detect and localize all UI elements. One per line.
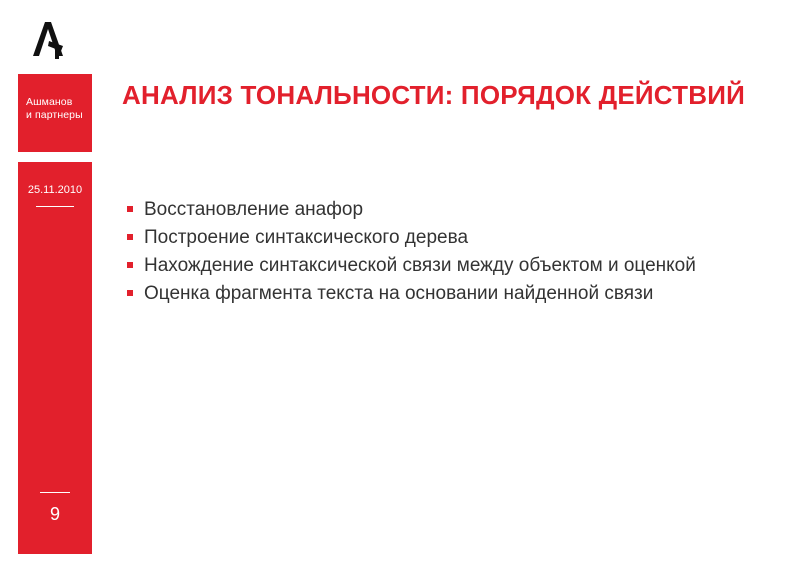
brand-name-line-2: и партнеры bbox=[26, 109, 83, 121]
bullet-text: Построение синтаксического дерева bbox=[144, 227, 469, 248]
page-number: 9 bbox=[49, 504, 60, 524]
slide-title: АНАЛИЗ ТОНАЛЬНОСТИ: ПОРЯДОК ДЕЙСТВИЙ bbox=[122, 80, 745, 110]
bullet-text: Восстановление анафор bbox=[144, 199, 364, 220]
brand-name-line-1: Ашманов bbox=[26, 96, 73, 108]
brand-name bbox=[26, 96, 83, 122]
bullet-item-1 bbox=[124, 198, 744, 221]
brand-box bbox=[18, 74, 92, 152]
bullet-item-3 bbox=[124, 254, 744, 277]
square-bullet-icon bbox=[127, 262, 133, 268]
bullet-list bbox=[124, 198, 744, 310]
company-logo-icon bbox=[30, 16, 70, 60]
date-divider bbox=[36, 206, 74, 207]
square-bullet-icon bbox=[127, 234, 133, 240]
page-number-divider bbox=[40, 492, 70, 493]
bullet-text: Нахождение синтаксической связи между объектом и оценкой bbox=[144, 255, 696, 276]
side-bar bbox=[18, 162, 92, 554]
bullet-text: Оценка фрагмента текста на основании найденной связи bbox=[144, 283, 654, 304]
slide-date: 25.11.2010 bbox=[27, 184, 83, 196]
square-bullet-icon bbox=[127, 290, 133, 296]
square-bullet-icon bbox=[127, 206, 133, 212]
bullet-item-4 bbox=[124, 282, 744, 305]
bullet-item-2 bbox=[124, 226, 744, 249]
